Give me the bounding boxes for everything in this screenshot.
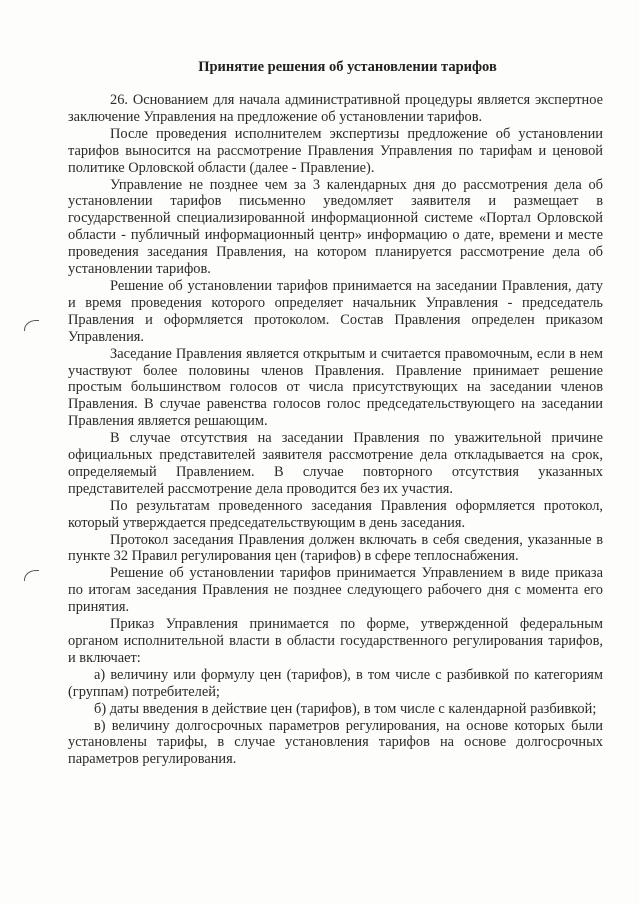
paragraph: В случае отсутствия на заседании Правления по уважительной причине официальных представителей заявителя рассмотрение дела откладывается на срок, определяемый Правлением. В случае повторного отсутствия указанных представителей рассмотрение дела проводится без их участия.	[68, 430, 603, 497]
paragraph: Решение об установлении тарифов принимается на заседании Правления, дату и время проведения которого определяет начальник Управления - председатель Правления и оформляется протоколом. Состав Правления определен приказом Управления.	[68, 277, 603, 345]
section-title: Принятие решения об установлении тарифов	[198, 59, 497, 75]
paragraph: По результатам проведенного заседания Правления оформляется протокол, который утверждается председательствующим в день заседания.	[68, 497, 603, 531]
paragraph: Управление не позднее чем за 3 календарных дня до рассмотрения дела об установлении тарифов письменно уведомляет заявителя и размещает в государственной специализированной информационной системе «Портал Орловской области - публичный информационный центр» информацию о дате, времени и месте проведения заседания Правления, на котором планируется рассмотрение дела об установлении тарифов.	[68, 176, 603, 278]
document-body	[68, 92, 603, 768]
paragraph: 26. Основанием для начала административной процедуры является экспертное заключение Управления на предложение об установлении тарифов.	[68, 92, 603, 125]
paragraph: Приказ Управления принимается по форме, утвержденной федеральным органом исполнительной власти в области государственного регулирования тарифов, и включает:	[68, 616, 603, 666]
hole-punch-mark	[24, 320, 39, 331]
paragraph: Решение об установлении тарифов принимается Управлением в виде приказа по итогам заседания Правления не позднее следующего рабочего дня с момента его принятия.	[68, 565, 603, 616]
list-item: б) даты введения в действие цен (тарифов), в том числе с календарной разбивкой;	[94, 700, 597, 717]
hole-punch-mark	[24, 570, 39, 581]
list-item: в) величину долгосрочных параметров регулирования, на основе которых были установлены тарифы, в случае установления тарифов на основе долгосрочных параметров регулирования.	[68, 717, 603, 768]
paragraph: После проведения исполнителем экспертизы предложение об установлении тарифов выносится на рассмотрение Правления Управления по тарифам и ценовой политике Орловской области (далее - Правление).	[68, 125, 603, 176]
paragraph: Заседание Правления является открытым и считается правомочным, если в нем участвуют более половины членов Правления. Правление принимает решение простым большинством голосов от числа присутствующих на заседании членов Правления. В случае равенства голосов голос председательствующего на заседании Правления является решающим.	[68, 345, 603, 430]
paragraph: Протокол заседания Правления должен включать в себя сведения, указанные в пункте 32 Правил регулирования цен (тарифов) в сфере теплоснабжения.	[68, 531, 603, 565]
list-item: а) величину или формулу цен (тарифов), в том числе с разбивкой по категориям (группам) потребителей;	[68, 666, 603, 700]
